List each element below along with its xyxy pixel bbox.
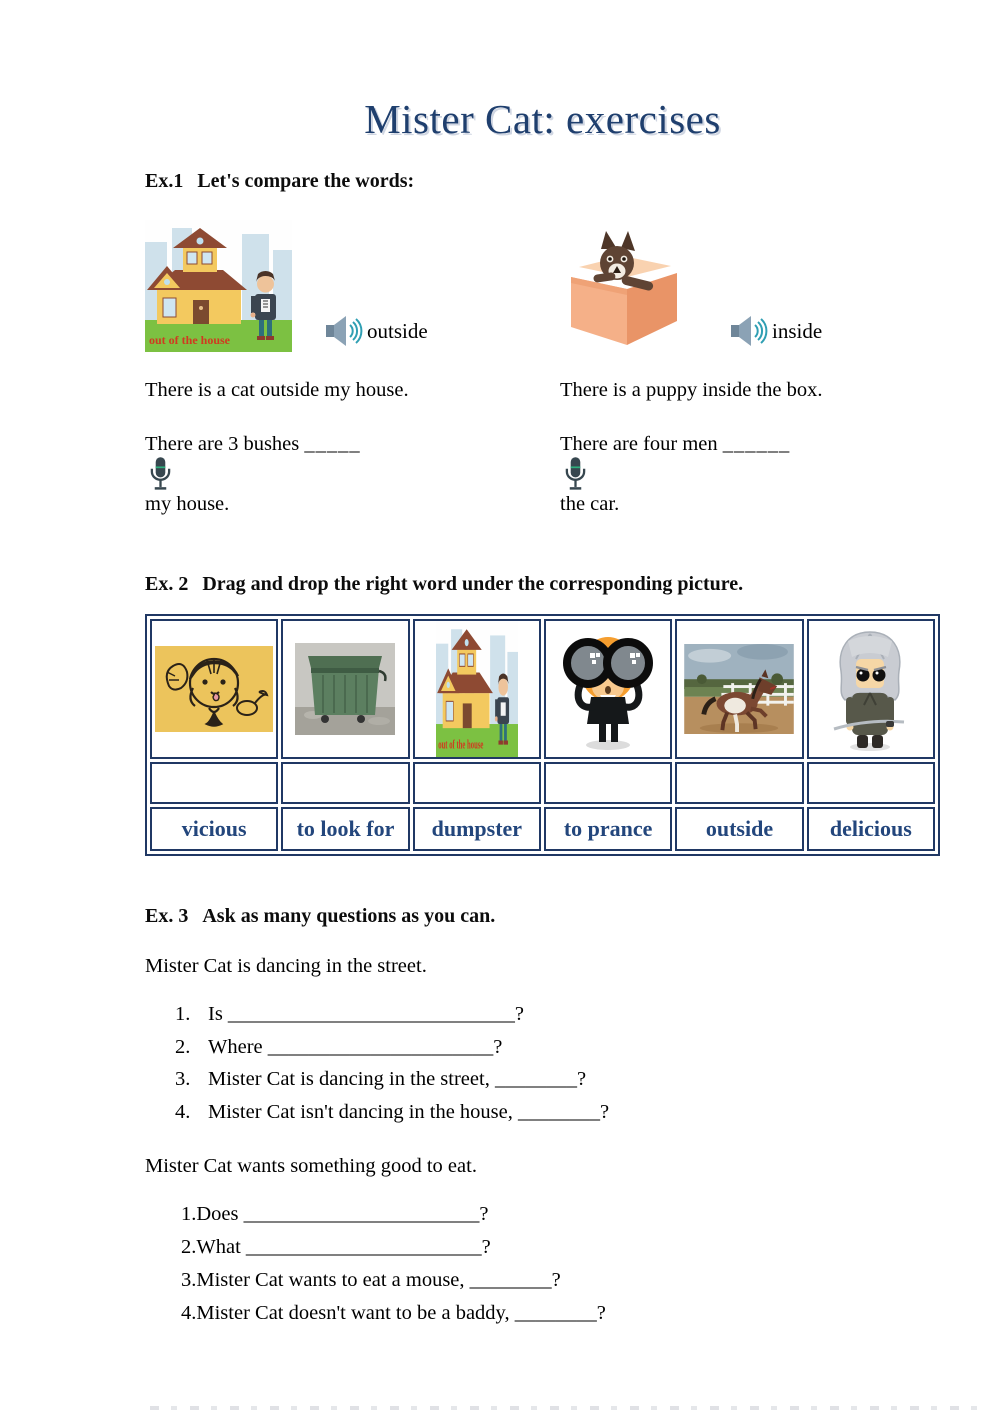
ex3-question-list-1 [175, 998, 940, 1128]
ex1-label: Ex.1 [145, 170, 184, 192]
drag-drop-table [145, 614, 940, 856]
page-title: Mister Cat: exercises [364, 96, 721, 142]
figure-with-sword [828, 627, 913, 752]
microphone-icon[interactable] [564, 456, 587, 493]
ex1-gap-row [145, 433, 940, 516]
gap-sentence-men: There are four men ______ the car. [560, 433, 791, 515]
audio-word-outside: outside [367, 318, 428, 343]
drop-cell-3[interactable] [413, 762, 541, 804]
character-with-binoculars [561, 627, 656, 752]
draggable-word-to-prance[interactable]: to prance [544, 807, 672, 851]
audio-word-inside: inside [772, 318, 823, 343]
question-text[interactable]: Mister Cat is dancing in the street, ________? [208, 1068, 587, 1090]
picture-cell-delicious [150, 619, 278, 759]
question-text[interactable]: Mister Cat wants to eat a mouse, ________? [196, 1269, 561, 1291]
man-outside-house-illustration [436, 621, 518, 757]
question-row: 3. Mister Cat is dancing in the street, ________? [175, 1063, 940, 1096]
ex1-right-picture-group [565, 225, 822, 352]
ex1-left-picture-group [145, 220, 565, 352]
picture-cell-outside [413, 619, 541, 759]
draggable-word-outside[interactable]: outside [675, 807, 803, 851]
ex3-prompt-1: Mister Cat is dancing in the street. [145, 955, 427, 977]
sentence-puppy-inside: There is a puppy inside the box. [560, 379, 823, 401]
speaker-icon[interactable] [730, 314, 770, 348]
question-text[interactable]: Does _______________________? [196, 1203, 489, 1225]
question-row: 2. Where ______________________? [175, 1031, 940, 1064]
drop-cell-5[interactable] [675, 762, 803, 804]
picture-cell-vicious [807, 619, 935, 759]
ex1-heading [145, 170, 940, 193]
answer-blank[interactable]: ______ [722, 433, 791, 455]
drop-cell-6[interactable] [807, 762, 935, 804]
house-outside-illustration [145, 220, 292, 352]
question-row: 1. Does _______________________? [181, 1198, 940, 1231]
question-text[interactable]: Mister Cat doesn't want to be a baddy, ________? [196, 1302, 606, 1324]
ex3-title: Ask as many questions as you can. [202, 905, 496, 927]
question-text[interactable]: Mister Cat isn't dancing in the house, ________? [208, 1100, 610, 1123]
ex2-title: Drag and drop the right word under the corresponding picture. [202, 573, 744, 595]
picture-row [150, 619, 935, 759]
ex1-sentence-row [145, 379, 940, 402]
ex2-label: Ex. 2 [145, 573, 189, 595]
house-caption: out of the house [149, 333, 231, 347]
girl-tasting-food-drawing [155, 646, 273, 732]
question-row: 4. Mister Cat isn't dancing in the house, ________? [175, 1096, 940, 1129]
question-row: 3. Mister Cat wants to eat a mouse, ________? [181, 1264, 940, 1297]
question-row: 4. Mister Cat doesn't want to be a baddy, ________? [181, 1297, 940, 1330]
question-text[interactable]: Is ____________________________? [208, 1003, 525, 1025]
drop-cell-4[interactable] [544, 762, 672, 804]
gap-sentence-bushes: There are 3 bushes _____ my house. [145, 433, 361, 515]
draggable-word-delicious[interactable]: delicious [807, 807, 935, 851]
puppy-in-box-illustration [565, 225, 687, 352]
draggable-word-dumpster[interactable]: dumpster [413, 807, 541, 851]
draggable-word-vicious[interactable]: vicious [150, 807, 278, 851]
ex1-pictures-row [145, 216, 940, 352]
outside-audio [325, 314, 428, 348]
green-dumpster-photo [295, 643, 395, 735]
prancing-horse-photo [684, 644, 794, 734]
speaker-icon[interactable] [325, 314, 365, 348]
drop-cell-2[interactable] [281, 762, 409, 804]
ex3-label: Ex. 3 [145, 905, 189, 927]
word-row [150, 807, 935, 851]
draggable-word-to-look-for[interactable]: to look for [281, 807, 409, 851]
question-text[interactable]: What _______________________? [196, 1236, 491, 1258]
house-caption: out of the house [438, 738, 484, 753]
answer-blank[interactable]: _____ [304, 433, 361, 455]
picture-cell-look-for [544, 619, 672, 759]
question-row: 2. What _______________________? [181, 1231, 940, 1264]
cut-off-next-line [150, 1406, 988, 1410]
picture-cell-prance [675, 619, 803, 759]
drop-cell-1[interactable] [150, 762, 278, 804]
ex2-heading [145, 573, 940, 596]
inside-audio [730, 314, 822, 348]
ex3-heading [145, 905, 940, 928]
question-row: 1. Is ____________________________? [175, 998, 940, 1031]
ex1-title: Let's compare the words: [197, 170, 415, 192]
microphone-icon[interactable] [149, 456, 172, 493]
question-text[interactable]: Where ______________________? [208, 1035, 503, 1058]
sentence-cat-outside: There is a cat outside my house. [145, 379, 409, 401]
picture-cell-dumpster [281, 619, 409, 759]
ex3-question-list-2 [181, 1198, 940, 1330]
ex3-prompt-2: Mister Cat wants something good to eat. [145, 1155, 477, 1177]
drop-row [150, 762, 935, 804]
